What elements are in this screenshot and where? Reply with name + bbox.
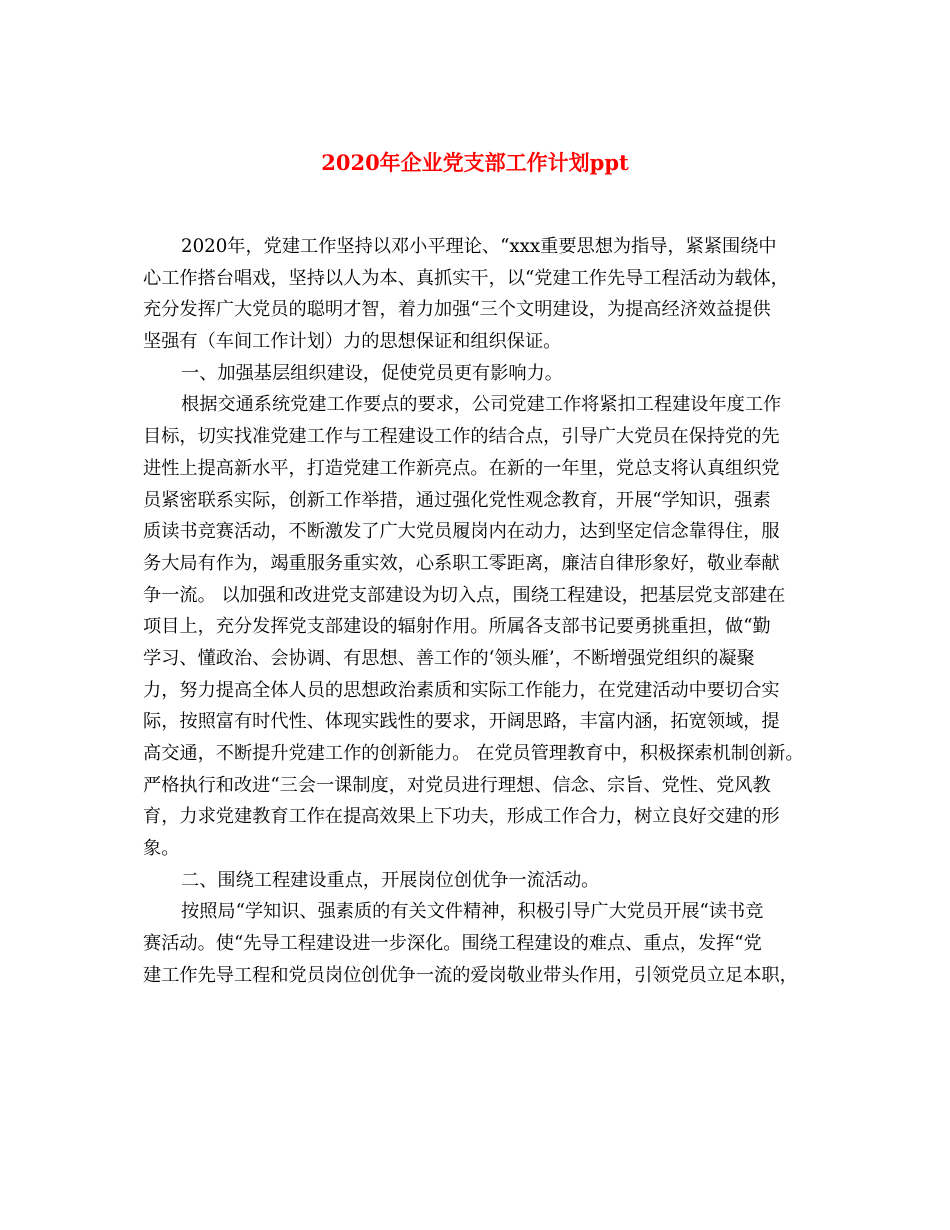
text-line: 争一流。 以加强和改进党支部建设为切入点，围绕工程建设，把基层党支部建在	[143, 584, 786, 606]
document-body	[143, 231, 823, 992]
text-line: 质读书竞赛活动，不断激发了广大党员履岗内在动力，达到坚定信念靠得住，服	[143, 521, 780, 543]
text-line: 按照局“学知识、强素质的有关文件精神，积极引导广大党员开展“读书竞	[181, 901, 764, 923]
text-line: 进性上提高新水平，打造党建工作新亮点。在新的一年里，党总支将认真组织党	[143, 457, 780, 479]
text-line: 项目上，充分发挥党支部建设的辐射作用。所属各支部书记要勇挑重担，做“勤	[143, 616, 771, 638]
text-line: 根据交通系统党建工作要点的要求，公司党建工作将紧扣工程建设年度工作	[181, 394, 782, 416]
text-line: 员紧密联系实际，创新工作举措，通过强化党性观念教育，开展“学知识，强素	[143, 489, 771, 511]
text-line: 心工作搭台唱戏，坚持以人为本、真抓实干，以“党建工作先导工程活动为载体，	[143, 267, 789, 289]
text-line: 严格执行和改进“三会一课制度，对党员进行理想、信念、宗旨、党性、党风教	[143, 774, 771, 796]
text-line: 坚强有（车间工作计划）力的思想保证和组织保证。	[143, 331, 562, 353]
text-line: 建工作先导工程和党员岗位创优争一流的爱岗敬业带头作用，引领党员立足本职，	[143, 964, 798, 986]
text-line: 务大局有作为，竭重服务重实效，心系职工零距离，廉洁自律形象好，敬业奉献	[143, 552, 780, 574]
text-line: 充分发挥广大党员的聪明才智，着力加强“三个文明建设，为提高经济效益提供	[143, 299, 771, 321]
text-line: 2020年，党建工作坚持以邓小平理论、“xxx重要思想为指导，紧紧围绕中	[181, 236, 777, 257]
text-line: 力，努力提高全体人员的思想政治素质和实际工作能力，在党建活动中要切合实	[143, 679, 780, 701]
text-line: 育，力求党建教育工作在提高效果上下功夫，形成工作合力，树立良好交建的形	[143, 806, 780, 828]
text-line: 际，按照富有时代性、体现实践性的要求，开阔思路，丰富内涵，拓宽领域，提	[143, 711, 780, 733]
text-line: 学习、懂政治、会协调、有思想、善工作的‘领头雁’，不断增强党组织的凝聚	[143, 647, 755, 669]
text-line: 目标，切实找准党建工作与工程建设工作的结合点，引导广大党员在保持党的先	[143, 426, 780, 448]
section-heading: 二、围绕工程建设重点，开展岗位创优争一流活动。	[181, 869, 600, 891]
section-heading: 一、加强基层组织建设，促使党员更有影响力。	[181, 362, 563, 384]
text-line: 象。	[143, 838, 180, 860]
text-line: 高交通，不断提升党建工作的创新能力。 在党员管理教育中，积极探索机制创新。	[143, 743, 804, 764]
text-line: 赛活动。使“先导工程建设进一步深化。围绕工程建设的难点、重点，发挥“党	[143, 933, 762, 955]
document-title: 2020年企业党支部工作计划ppt	[321, 150, 629, 175]
